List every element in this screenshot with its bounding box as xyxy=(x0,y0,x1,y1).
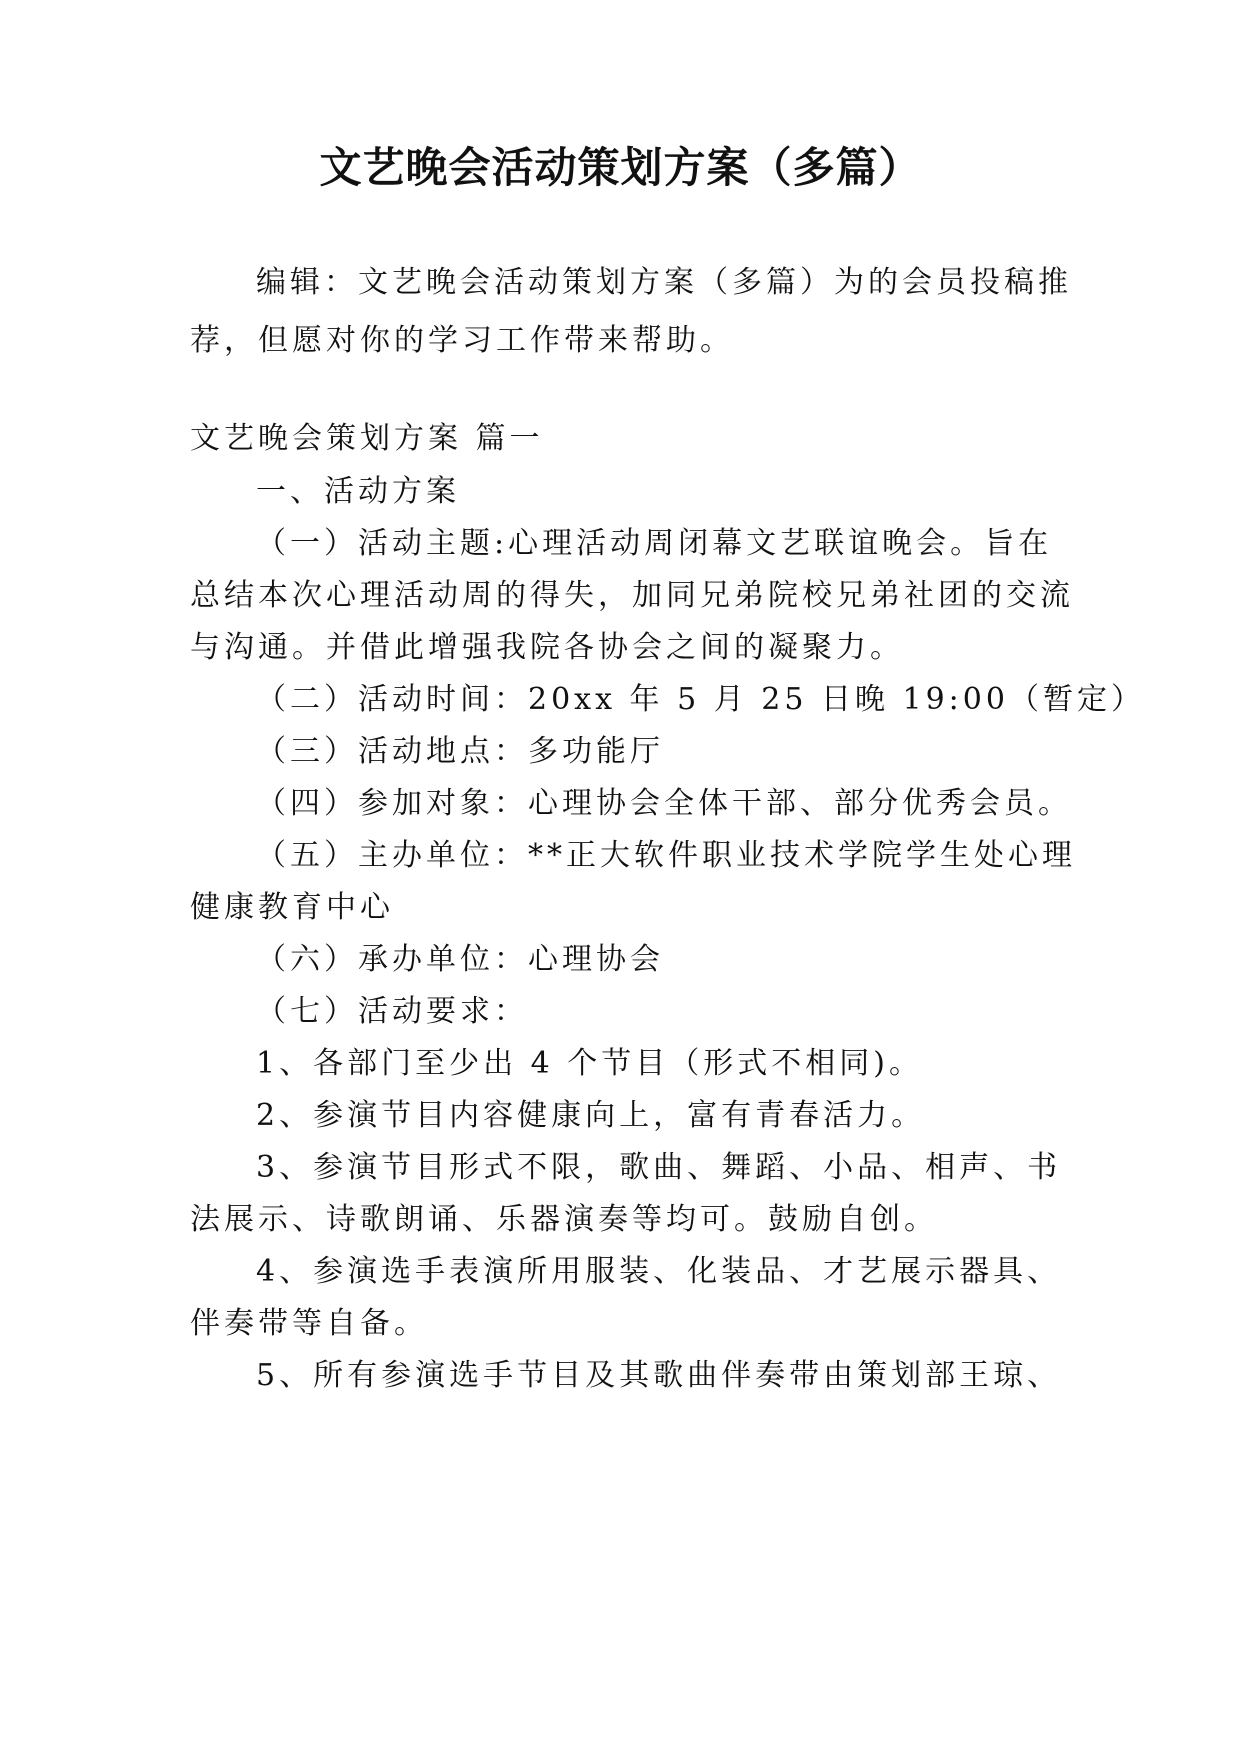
intro-line-2: 荐，但愿对你的学习工作带来帮助。 xyxy=(190,323,734,358)
theme-line-1: （一）活动主题:心理活动周闭幕文艺联谊晚会。旨在 xyxy=(256,526,1053,561)
requirement-3-line-1: 3、参演节目形式不限，歌曲、舞蹈、小品、相声、书 xyxy=(256,1150,1062,1185)
requirement-1: 1、各部门至少出 4 个节目（形式不相同)。 xyxy=(256,1046,923,1081)
part-one-heading: 一、活动方案 xyxy=(256,474,460,509)
requirement-4-line-1: 4、参演选手表演所用服装、化装品、才艺展示器具、 xyxy=(256,1254,1062,1289)
section-heading: 文艺晚会策划方案 篇一 xyxy=(190,421,544,456)
activity-location: （三）活动地点：多功能厅 xyxy=(256,734,664,769)
requirement-5-line-1: 5、所有参演选手节目及其歌曲伴奏带由策划部王琼、 xyxy=(256,1358,1062,1393)
theme-line-2: 总结本次心理活动周的得失，加同兄弟院校兄弟社团的交流 xyxy=(190,578,1074,613)
intro-line-1: 编辑：文艺晚会活动策划方案（多篇）为的会员投稿推 xyxy=(256,265,1072,300)
activity-time: （二）活动时间：20xx 年 5 月 25 日晚 19:00（暂定） xyxy=(256,682,1145,717)
host-line-1: （五）主办单位：**正大软件职业技术学院学生处心理 xyxy=(256,838,1076,873)
participants: （四）参加对象：心理协会全体干部、部分优秀会员。 xyxy=(256,786,1072,821)
organizer: （六）承办单位：心理协会 xyxy=(256,942,664,977)
host-line-2: 健康教育中心 xyxy=(190,890,394,925)
document-title: 文艺晚会活动策划方案（多篇） xyxy=(319,143,922,192)
requirement-3-line-2: 法展示、诗歌朗诵、乐器演奏等均可。鼓励自创。 xyxy=(190,1202,938,1237)
requirement-4-line-2: 伴奏带等自备。 xyxy=(190,1306,428,1341)
theme-line-3: 与沟通。并借此增强我院各协会之间的凝聚力。 xyxy=(190,630,904,665)
requirement-2: 2、参演节目内容健康向上，富有青春活力。 xyxy=(256,1098,926,1133)
requirements-heading: （七）活动要求： xyxy=(256,994,528,1029)
